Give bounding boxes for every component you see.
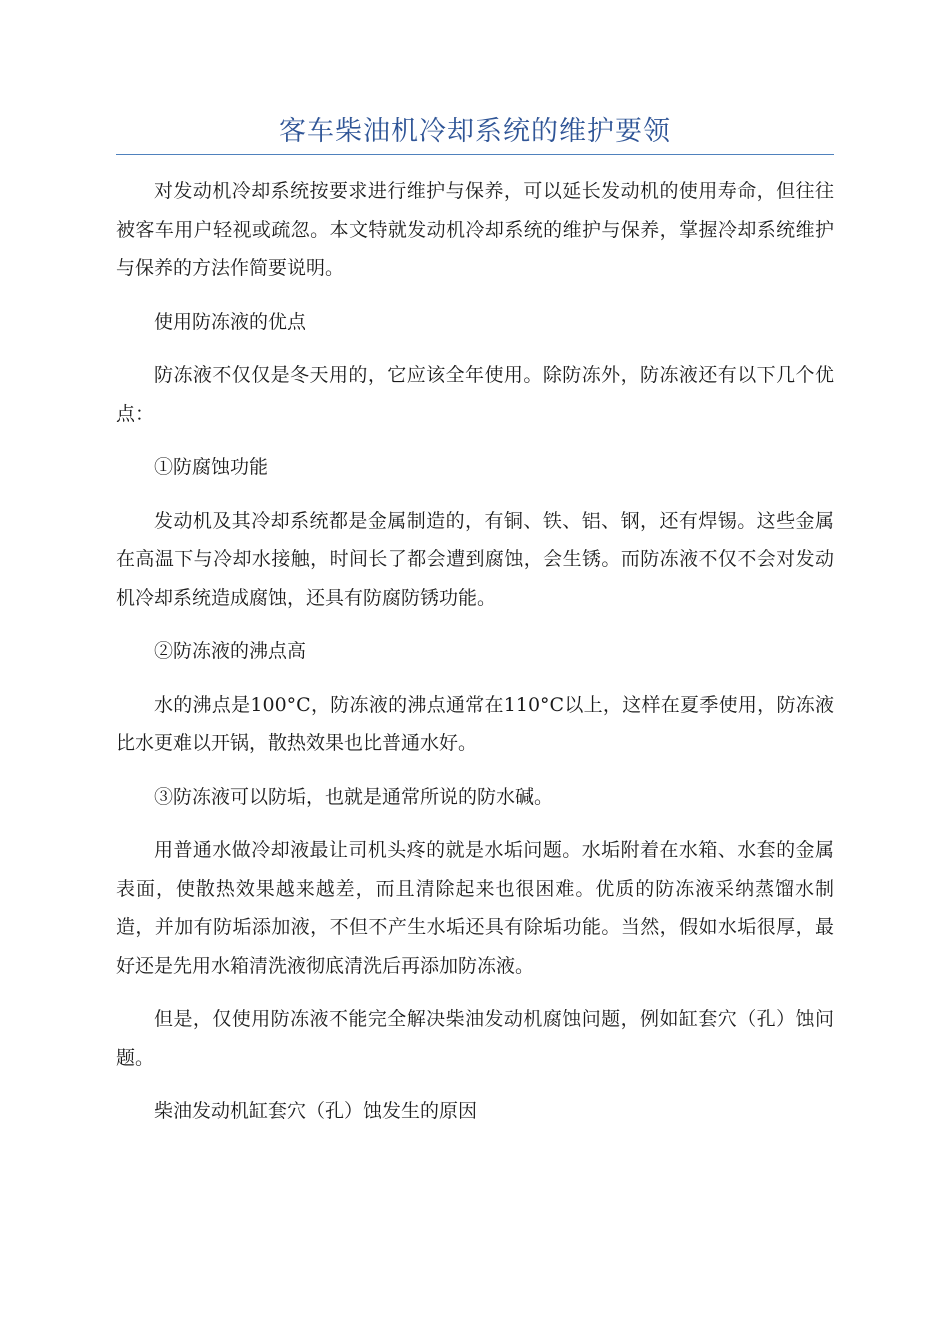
item-anti-scale: ③防冻液可以防垢，也就是通常所说的防水碱。 — [154, 785, 554, 808]
heading-cavitation-causes: 柴油发动机缸套穴（孔）蚀发生的原因 — [154, 1100, 478, 1122]
item-anticorrosion: ①防腐蚀功能 — [154, 456, 269, 478]
document-title: 客车柴油机冷却系统的维护要领 — [279, 116, 671, 147]
paragraph-intro: 对发动机冷却系统按要求进行维护与保养，可以延长发动机的使用寿命，但往往被客车用户轻视或疏忽。本文特就发动机冷却系统的维护与保养，掌握冷却系统维护与保养的方法作简要说明。 — [116, 180, 834, 279]
paragraph-anticorrosion: 发动机及其冷却系统都是金属制造的，有铜、铁、铝、钢，还有焊锡。这些金属在高温下与冷却水接触，时间长了都会遭到腐蚀，会生锈。而防冻液不仅不会对发动机冷却系统造成腐蚀，还具有防腐防锈功能。 — [116, 509, 834, 609]
paragraph-scale: 用普通水做冷却液最让司机头疼的就是水垢问题。水垢附着在水箱、水套的金属表面，使散热效果越来越差，而且清除起来也很困难。优质的防冻液采纳蒸馏水制造，并加有防垢添加液，不但不产生水垢还具有除垢功能。当然，假如水垢很厚，最好还是先用水箱清洗液彻底清洗后再添加防冻液。 — [116, 839, 834, 977]
paragraph-boiling-point: 水的沸点是100°C，防冻液的沸点通常在110°C以上，这样在夏季使用，防冻液比水更难以开锅，散热效果也比普通水好。 — [116, 693, 834, 754]
document-body — [116, 172, 834, 1146]
item-high-boiling-point: ②防冻液的沸点高 — [154, 640, 307, 662]
paragraph-cavitation-limit: 但是，仅使用防冻液不能完全解决柴油发动机腐蚀问题，例如缸套穴（孔）蚀问题。 — [116, 1008, 834, 1069]
paragraph-year-round-use: 防冻液不仅仅是冬天用的，它应该全年使用。除防冻外，防冻液还有以下几个优点： — [116, 364, 834, 425]
heading-antifreeze-advantages: 使用防冻液的优点 — [154, 310, 307, 333]
title-underline — [116, 154, 834, 155]
